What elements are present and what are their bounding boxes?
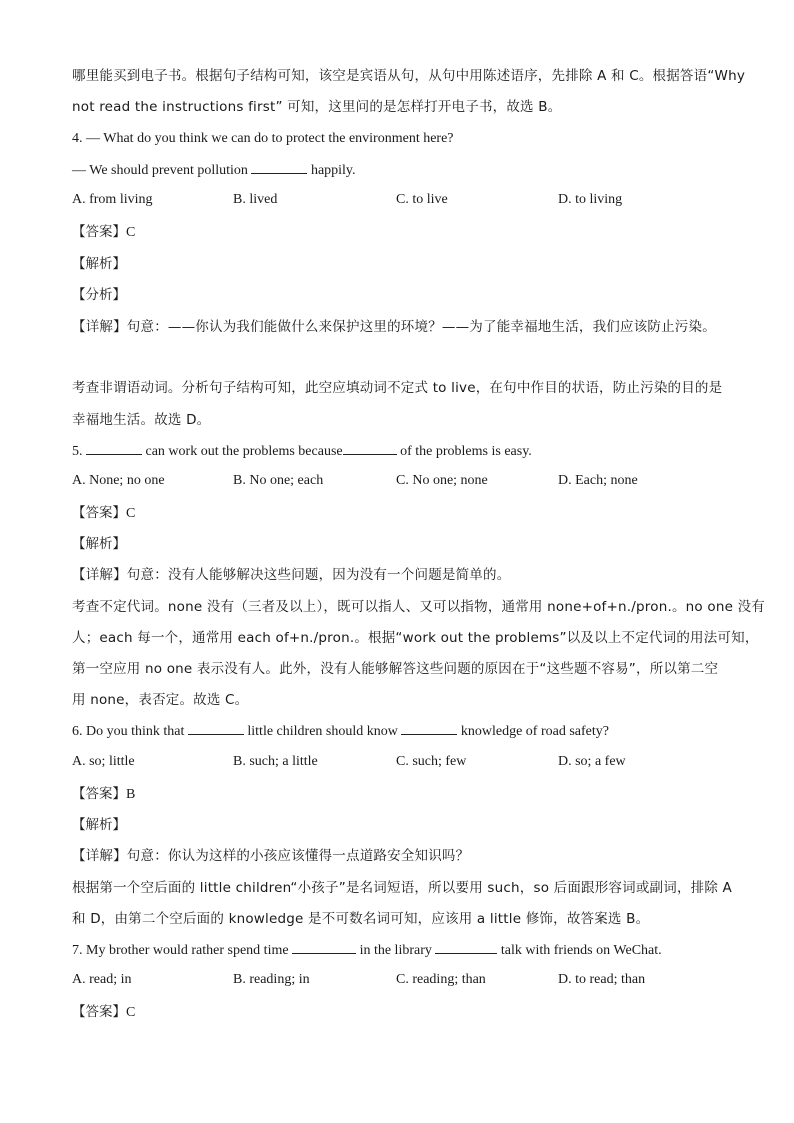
- option-d: D. Each; none: [558, 473, 638, 488]
- blank: [435, 941, 497, 954]
- option-c: C. to live: [396, 192, 448, 207]
- blank: [188, 722, 244, 735]
- option-b: B. No one; each: [233, 473, 324, 488]
- option-a: A. None; no one: [72, 473, 165, 488]
- answer-row: [72, 1003, 135, 1022]
- blank: [401, 722, 457, 735]
- stem-text: 7. My brother would rather spend time: [72, 943, 293, 958]
- option-a: A. so; little: [72, 754, 135, 769]
- answer-value: C: [126, 1005, 136, 1020]
- answer-tag: 【答案】: [72, 505, 126, 521]
- stem-text: in the library: [356, 943, 436, 958]
- explanation-line: 幸福地生活。故选 D。: [72, 412, 211, 428]
- explanation-line: 人；each 每一个，通常用 each of+n./pron.。根据“work out the problems”以及以上不定代词的用法可知，: [72, 630, 759, 646]
- analysis-tag: 【解析】: [72, 256, 126, 272]
- answer-tag: 【答案】: [72, 786, 126, 802]
- option-c: C. such; few: [396, 754, 467, 769]
- answer-row: [72, 504, 135, 523]
- analysis-tag: 【解析】: [72, 536, 126, 552]
- stem-text: of the problems is easy.: [396, 444, 532, 459]
- blank: [343, 442, 397, 455]
- option-a: A. from living: [72, 192, 153, 207]
- explanation-line: 用 none，表否定。故选 C。: [72, 692, 249, 708]
- answer-row: [72, 785, 135, 804]
- answer-value: C: [126, 225, 136, 240]
- answer-line-text: — We should prevent pollution: [72, 163, 252, 178]
- detail-line: 【详解】句意：没有人能够解决这些问题，因为没有一个问题是简单的。: [72, 567, 511, 583]
- explanation-line: 根据第一个空后面的 little children“小孩子”是名词短语，所以要用 such，so 后面跟形容词或副词，排除 A: [72, 880, 732, 896]
- answer-row: [72, 223, 135, 242]
- stem-text: talk with friends on WeChat.: [497, 943, 662, 958]
- explanation-line: 考查不定代词。none 没有（三者及以上），既可以指人、又可以指物，通常用 none+of+n./pron.。no one 没有: [72, 599, 765, 615]
- answer-value: C: [126, 506, 136, 521]
- question-4-stem: 4. — What do you think we can do to protect the environment here?: [72, 131, 454, 146]
- stem-text: 5.: [72, 444, 86, 459]
- analysis-tag: 【解析】: [72, 817, 126, 833]
- explanation-line: 哪里能买到电子书。根据句子结构可知，该空是宾语从句，从句中用陈述语序，先排除 A 和 C。根据答语“Why: [72, 68, 746, 84]
- option-b: B. reading; in: [233, 972, 310, 987]
- answer-line-text: happily.: [307, 163, 356, 178]
- blank: [292, 941, 356, 954]
- answer-tag: 【答案】: [72, 1004, 126, 1020]
- option-d: D. to living: [558, 192, 623, 207]
- explanation-line: not read the instructions first” 可知，这里问的是怎样打开电子书，故选 B。: [72, 99, 562, 115]
- answer-value: B: [126, 787, 136, 802]
- option-b: B. lived: [233, 192, 278, 207]
- option-d: D. to read; than: [558, 972, 646, 987]
- explanation-line: 考查非谓语动词。分析句子结构可知，此空应填动词不定式 to live，在句中作目的状语，防止污染的目的是: [72, 380, 723, 396]
- detail-line: 【详解】句意：——你认为我们能做什么来保护这里的环境？——为了能幸福地生活，我们应该防止污染。: [72, 319, 716, 335]
- option-c: C. No one; none: [396, 473, 488, 488]
- explanation-line: 和 D，由第二个空后面的 knowledge 是不可数名词可知，应该用 a little 修饰，故答案选 B。: [72, 911, 650, 927]
- option-d: D. so; a few: [558, 754, 626, 769]
- option-a: A. read; in: [72, 972, 132, 987]
- question-6-stem: [72, 722, 609, 741]
- option-c: C. reading; than: [396, 972, 486, 987]
- stem-text: knowledge of road safety?: [457, 724, 609, 739]
- question-4-answer-line: [72, 161, 356, 180]
- option-b: B. such; a little: [233, 754, 318, 769]
- detail-line: 【详解】句意：你认为这样的小孩应该懂得一点道路安全知识吗？: [72, 848, 470, 864]
- blank: [251, 161, 307, 174]
- stem-text: 6. Do you think that: [72, 724, 188, 739]
- explanation-line: 第一空应用 no one 表示没有人。此外，没有人能够解答这些问题的原因在于“这些题不容易”，所以第二空: [72, 661, 719, 677]
- blank: [86, 442, 142, 455]
- stem-text: can work out the problems because: [142, 444, 343, 459]
- stem-text: little children should know: [243, 724, 402, 739]
- answer-tag: 【答案】: [72, 224, 126, 240]
- question-5-stem: [72, 442, 532, 461]
- question-7-stem: [72, 941, 662, 960]
- analysis-sub-tag: 【分析】: [72, 287, 126, 303]
